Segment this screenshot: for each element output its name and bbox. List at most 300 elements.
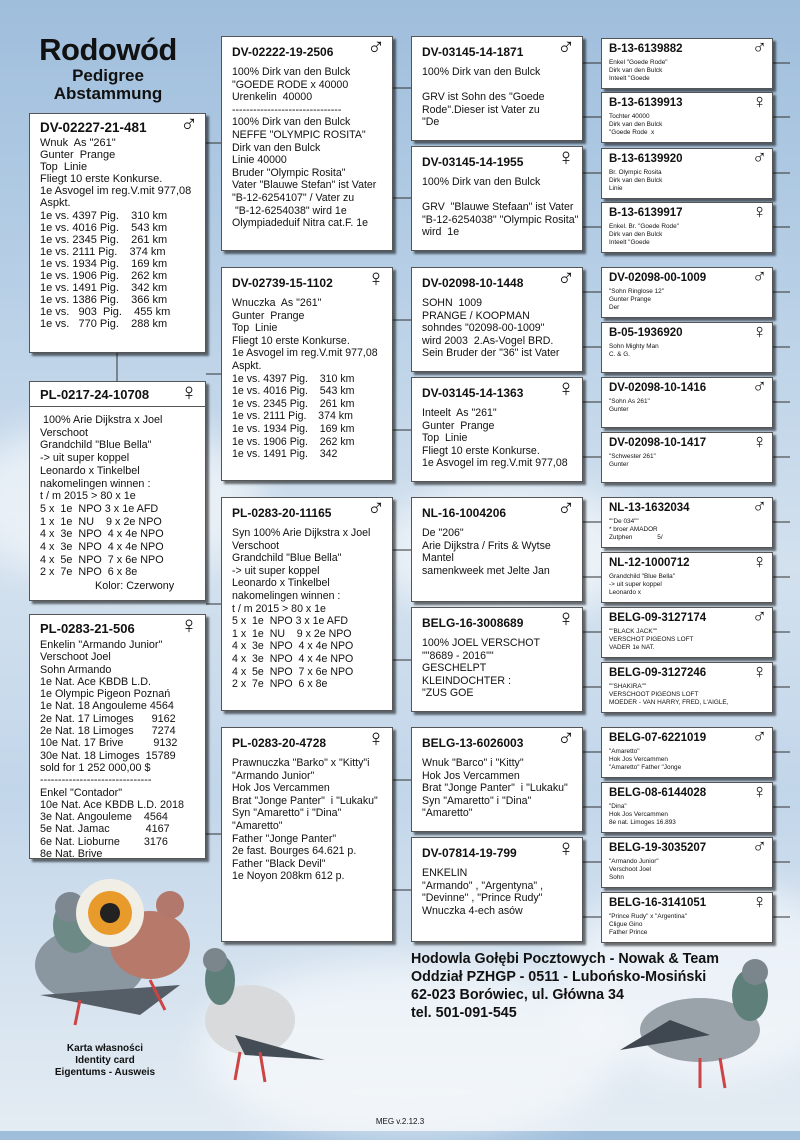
description-line: 1e vs. 4397 Pig. 310 km [232, 372, 355, 385]
bird-description [609, 748, 768, 772]
description-line: "ZUS GOE [422, 687, 474, 700]
pedigree-card[interactable] [221, 267, 393, 481]
female-symbol-icon: ♀ [557, 837, 575, 862]
pedigree-card[interactable] [411, 267, 583, 372]
ring-number: DV-02098-10-1448 [422, 276, 524, 290]
ring-number: BELG-16-3141051 [609, 897, 707, 909]
description-line: 4 x 3e NPO 4 x 4e NPO [40, 528, 164, 541]
male-symbol-icon: ♂ [752, 377, 767, 398]
description-line: Father "Black Devil" [232, 857, 326, 870]
description-line: Cligue Gino [609, 921, 643, 928]
pigeon-photo-left [20, 875, 210, 1035]
bird-description [422, 867, 578, 917]
pedigree-card[interactable] [411, 497, 583, 602]
female-symbol-icon: ♀ [752, 92, 767, 113]
bird-description [609, 223, 768, 247]
description-line: 1e Nat. Ace KBDB L.D. [40, 675, 152, 688]
description-line: 4 x 3e NPO 4 x 4e NPO [232, 652, 354, 665]
bird-description [40, 639, 201, 859]
description-line: "Dina" [609, 803, 627, 810]
description-line: Enkel "Contador" [40, 786, 123, 799]
description-line: "Armando Junior" [232, 769, 315, 782]
description-line: De "206" [422, 527, 464, 539]
pedigree-card[interactable] [601, 892, 773, 943]
card-line-pl: Karta własności [66, 1043, 144, 1054]
male-symbol-icon: ♂ [367, 36, 385, 61]
male-symbol-icon: ♂ [752, 727, 767, 748]
ring-number: PL-0283-20-4728 [232, 736, 327, 750]
description-line: 1e vs. 1386 Pig. 366 km [40, 294, 168, 307]
description-line: Hok Jos Vercammen [232, 782, 330, 795]
female-symbol-icon: ♀ [367, 727, 385, 752]
description-line: 100% Dirk van den Bulck [422, 176, 541, 188]
description-line: 8e nat. Limoges 16.893 [609, 819, 676, 826]
description-line: Top Linie [40, 161, 88, 174]
description-line: VERSCHOT PIGEONS LOFT [609, 636, 694, 643]
description-line: Inteelt "Goede [609, 239, 650, 246]
description-line: samenkweek met Jelte Jan [422, 564, 550, 577]
description-line: Gunter Prange [609, 296, 651, 303]
description-line: 1e vs. 2345 Pig. 261 km [40, 233, 168, 246]
bird-description [609, 343, 768, 359]
description-line: Grandchild "Blue Bella" [232, 552, 342, 565]
male-symbol-icon: ♂ [752, 38, 767, 59]
description-line: 5e Nat. Jamac 4167 [40, 823, 170, 836]
male-symbol-icon: ♂ [557, 36, 575, 61]
description-line: Hok Jos Vercammen [422, 769, 520, 782]
description-line: Bruder "Olympic Rosita" [232, 166, 346, 179]
description-line: -> uit super koppel [609, 581, 662, 588]
description-line: Dirk van den Bulck [232, 141, 321, 154]
pedigree-card[interactable] [411, 146, 583, 251]
ring-number: BELG-09-3127246 [609, 667, 707, 679]
bird-description [232, 527, 388, 691]
description-line: VERSCHOOT PIGEONS LOFT [609, 691, 699, 698]
description-line: Wnuk As "261" [40, 137, 116, 149]
female-symbol-icon: ♀ [557, 377, 575, 402]
ring-number: NL-12-1000712 [609, 557, 690, 569]
male-symbol-icon: ♂ [752, 607, 767, 628]
bird-description [609, 398, 768, 414]
description-line: 1e vs. 770 Pig. 288 km [40, 318, 168, 331]
description-line: 4 x 3e NPO 4 x 4e NPO [232, 640, 354, 653]
description-line: Syn "Amaretto" i "Dina" [232, 807, 342, 820]
pedigree-card[interactable] [601, 377, 773, 428]
description-line: Der [609, 304, 620, 311]
pedigree-card[interactable] [411, 607, 583, 712]
bird-description [609, 803, 768, 827]
bird-description [609, 683, 768, 707]
female-symbol-icon: ♀ [180, 614, 198, 639]
description-line: Syn 100% Arie Dijkstra x Joel [232, 527, 371, 539]
breeder-address: 62-023 Borówiec, ul. Główna 34 [411, 987, 624, 1003]
breeder-branch: Oddział PZHGP - 0511 - Lubońsko-Mosiński [411, 969, 707, 985]
description-line: Enkelin "Armando Junior" [40, 639, 163, 651]
ring-number: BELG-13-6026003 [422, 736, 524, 750]
description-line: 100% Dirk van den Bulck [232, 66, 351, 78]
ring-number: PL-0283-20-11165 [232, 506, 332, 520]
pedigree-card[interactable] [221, 36, 393, 251]
description-line: 1e vs. 1491 Pig. 342 [232, 448, 338, 461]
ring-number: DV-02098-10-1417 [609, 437, 707, 449]
description-line: "GOEDE RODE x 40000 [232, 78, 349, 91]
description-line: 4 x 5e NPO 7 x 6e NPO [40, 553, 164, 566]
pedigree-card[interactable] [601, 267, 773, 318]
description-line: 1e vs. 1906 Pig. 262 km [40, 270, 168, 283]
pedigree-card[interactable] [601, 148, 773, 199]
bird-description [422, 637, 578, 700]
pedigree-card[interactable] [601, 662, 773, 713]
description-line: Grandchild "Blue Bella" [609, 573, 675, 580]
description-line: t / m 2015 > 80 x 1e [40, 490, 136, 503]
female-symbol-icon: ♀ [752, 782, 767, 803]
description-line: 1e Olympic Pigeon Poznań [40, 688, 171, 701]
bird-description [609, 169, 768, 193]
ring-number: B-13-6139917 [609, 207, 683, 219]
description-line: 1e Asvogel im reg.V.mit 977,08 [40, 185, 192, 198]
description-line: Verschoot Joel [609, 866, 651, 873]
description-line: ""BLACK JACK"" [609, 628, 658, 635]
description-line: 1e vs. 1934 Pig. 169 km [232, 422, 355, 435]
description-line: Father Prince [609, 929, 648, 936]
female-symbol-icon: ♀ [752, 322, 767, 343]
bird-description [422, 297, 578, 360]
ring-number: DV-03145-14-1955 [422, 155, 524, 169]
breeder-info [411, 950, 719, 1022]
description-line: GESCHELPT [422, 662, 487, 675]
description-line: ENKELIN [422, 867, 468, 879]
description-line: ""De 034"" [609, 518, 639, 525]
bird-description [40, 414, 201, 579]
description-line: 2 x 7e NPO 6 x 8e [232, 678, 328, 691]
description-line: -> uit super koppel [40, 452, 130, 465]
ring-number: DV-03145-14-1871 [422, 45, 524, 59]
description-line: Gunter [609, 461, 629, 468]
description-line: Sein Bruder der "36" ist Vater [422, 347, 560, 360]
pedigree-card[interactable] [29, 614, 206, 859]
description-line: "Amaretto" [609, 748, 640, 755]
description-line: Vater "Blauwe Stefan" ist Vater [232, 179, 377, 192]
description-line: Verschoot [232, 539, 280, 552]
female-symbol-icon: ♀ [752, 552, 767, 573]
description-line: Dirk van den Bulck [609, 67, 663, 74]
male-symbol-icon: ♂ [180, 113, 198, 138]
description-line: 1e Asvogel im reg.V.mit 977,08 [232, 347, 378, 360]
description-line: "B-12-6254038" "Olympic Rosita" [422, 213, 579, 226]
description-line: Enkel "Goede Rode" [609, 59, 668, 66]
description-line: 1 x 1e NU 9 x 2e NPO [40, 515, 162, 528]
pedigree-card[interactable] [29, 381, 206, 601]
description-line: 1e vs. 1934 Pig. 169 km [40, 257, 168, 270]
description-line: VADER 1e NAT. [609, 644, 655, 651]
female-symbol-icon: ♀ [752, 892, 767, 913]
pedigree-card[interactable] [411, 727, 583, 832]
description-line: wird 1e [422, 226, 460, 239]
description-line: 2e Nat. 17 Limoges 9162 [40, 712, 176, 725]
description-line: Dirk van den Bulck [609, 121, 663, 128]
description-line: 1e vs. 903 Pig. 455 km [40, 306, 171, 319]
male-symbol-icon: ♂ [557, 727, 575, 752]
description-line: 1e Asvogel im reg.V.mit 977,08 [422, 457, 568, 470]
pedigree-card[interactable] [601, 38, 773, 89]
description-line: t / m 2015 > 80 x 1e [232, 602, 326, 615]
female-symbol-icon: ♀ [752, 662, 767, 683]
bird-description [232, 757, 388, 883]
bird-description [609, 113, 768, 137]
female-symbol-icon: ♀ [180, 381, 198, 406]
description-line: Fliegt 10 erste Konkurse. [422, 444, 540, 457]
bird-description [609, 453, 768, 469]
description-line: sold for 1 252 000,00 $ [40, 761, 151, 774]
description-line: 1 x 1e NU 9 x 2e NPO [232, 627, 352, 640]
pedigree-card[interactable] [411, 377, 583, 482]
description-line: 10e Nat. 17 Brive 9132 [40, 737, 178, 750]
bird-description [609, 858, 768, 882]
identity-card-label [40, 1043, 170, 1079]
description-line: Fliegt 10 erste Konkurse. [40, 173, 163, 186]
description-line: "Sohn Ringlose 12" [609, 288, 664, 295]
female-symbol-icon: ♀ [752, 432, 767, 453]
pedigree-card[interactable] [601, 727, 773, 778]
bird-description [422, 176, 578, 239]
description-line: 1e vs. 1491 Pig. 342 km [40, 282, 168, 295]
description-line: "B-12-6254107" / Vater zu [232, 191, 355, 204]
description-line: Prawnuczka "Barko" x "Kitty"i [232, 757, 370, 769]
description-line: GRV ist Sohn des "Goede [422, 91, 545, 104]
description-line: GRV "Blauwe Stefaan" ist Vater [422, 201, 574, 214]
description-line: "Armando" , "Argentyna" , [422, 879, 544, 892]
description-line: Leonardo x [609, 589, 641, 596]
bird-description [422, 527, 578, 577]
description-line: 1e Noyon 208km 612 p. [232, 870, 345, 883]
description-line: Verschoot [40, 426, 89, 439]
bird-description [609, 573, 768, 597]
description-line: ""8689 - 2016"" [422, 649, 494, 662]
description-line: "B-12-6254038" wird 1e [232, 204, 347, 217]
description-line: 1e Nat. 18 Angouleme 4564 [40, 700, 174, 713]
description-line: Inteelt As "261" [422, 407, 497, 419]
pigeon-photo-center [185, 940, 335, 1090]
ring-number: B-13-6139913 [609, 97, 683, 109]
description-line: KLEINDOCHTER : [422, 674, 511, 687]
description-line: 2e fast. Bourges 64.621 p. [232, 845, 357, 858]
description-line: Enkel. Br. "Goede Rode" [609, 223, 679, 230]
description-line: Inteelt "Goede [609, 75, 650, 82]
description-line: Olympiadeduif Nitra cat.F. 1e [232, 217, 369, 230]
pedigree-card[interactable] [601, 92, 773, 143]
description-line: Br. Olympic Rosita [609, 169, 662, 176]
description-line: "De [422, 116, 440, 129]
pedigree-card[interactable] [601, 432, 773, 483]
description-line: 10e Nat. Ace KBDB L.D. 2018 [40, 798, 185, 811]
description-line: Wnuczka 4-ech asów [422, 904, 523, 917]
description-line: "Goede Rode x [609, 129, 655, 136]
female-symbol-icon: ♀ [367, 267, 385, 292]
pedigree-card[interactable] [601, 782, 773, 833]
description-line: Father "Jonge Panter" [232, 832, 337, 845]
description-line: 1e vs. 1906 Pig. 262 km [232, 435, 355, 448]
description-line: * broer AMADOR [609, 526, 658, 533]
description-line: ------------------------------- [40, 774, 152, 787]
description-line: Leonardo x Tinkelbel [40, 464, 140, 477]
male-symbol-icon: ♂ [557, 267, 575, 292]
description-line: Gunter Prange [40, 149, 116, 162]
pedigree-card[interactable] [29, 113, 206, 353]
description-line: Mantel [422, 552, 454, 565]
pedigree-card[interactable] [221, 727, 393, 942]
description-line: "Prince Rudy" x "Argentina" [609, 913, 687, 920]
description-line: Fliegt 10 erste Konkurse. [232, 334, 350, 347]
description-line: NEFFE "OLYMPIC ROSITA" [232, 128, 366, 141]
ring-number: NL-13-1632034 [609, 502, 690, 514]
description-line: Dirk van den Bulck [609, 231, 663, 238]
male-symbol-icon: ♂ [752, 837, 767, 858]
description-line: -> uit super koppel [232, 564, 320, 577]
description-line: Linie 40000 [232, 154, 287, 167]
description-line: 1e vs. 2345 Pig. 261 km [232, 397, 355, 410]
ring-number: PL-0217-24-10708 [40, 387, 150, 402]
bird-description [609, 518, 768, 542]
description-line: 6e Nat. Lioburne 3176 [40, 835, 168, 848]
female-symbol-icon: ♀ [557, 607, 575, 632]
bird-description [609, 913, 768, 937]
ring-number: B-13-6139882 [609, 43, 683, 55]
description-line: 5 x 1e NPO 3 x 1e AFD [40, 502, 159, 515]
ring-number: DV-02098-10-1416 [609, 382, 707, 394]
description-line: "Devinne" , "Prince Rudy" [422, 892, 543, 905]
bird-description [232, 297, 388, 461]
description-line: 100% JOEL VERSCHOT [422, 637, 540, 649]
bird-description [609, 59, 768, 83]
pedigree-card[interactable] [601, 202, 773, 253]
description-line: 2e Nat. 18 Limoges 7274 [40, 725, 176, 738]
description-line: 1e vs. 4016 Pig. 543 km [232, 385, 355, 398]
description-line: "Amaretto" Father "Jonge [609, 764, 682, 771]
breeder-phone: tel. 501-091-545 [411, 1005, 517, 1021]
description-line: "Amaretto" [232, 819, 283, 832]
ring-number: BELG-16-3008689 [422, 616, 524, 630]
ring-number: DV-07814-19-799 [422, 846, 517, 860]
description-line: 1e vs. 2111 Pig. 374 km [232, 410, 353, 423]
bird-description [422, 407, 578, 470]
description-line: 2 x 7e NPO 6 x 8e [40, 566, 138, 579]
male-symbol-icon: ♂ [557, 497, 575, 522]
description-line: "Sohn As 261" [609, 398, 650, 405]
bird-description [609, 288, 768, 312]
ring-number: BELG-08-6144028 [609, 787, 707, 799]
description-line: Brat "Jonge Panter" i "Lukaku" [422, 782, 568, 795]
description-line: ------------------------------- [232, 103, 342, 116]
description-line: Sohn Mighty Man [609, 343, 659, 350]
description-line: Arie Dijkstra / Frits & Wytse [422, 539, 551, 552]
description-line [422, 189, 578, 202]
bird-description [232, 66, 388, 230]
breeder-name: Hodowla Gołębi Pocztowych - Nowak & Team [411, 951, 719, 967]
description-line: 100% Arie Dijkstra x Joel [40, 414, 163, 426]
description-line: Gunter [609, 406, 629, 413]
description-line: Tochter 40000 [609, 113, 650, 120]
description-line: SOHN 1009 [422, 297, 483, 309]
ring-number: BELG-09-3127174 [609, 612, 707, 624]
ring-number: DV-02227-21-481 [40, 120, 147, 135]
title-pedigree: Pedigree [72, 66, 144, 85]
ring-number: B-05-1936920 [609, 327, 683, 339]
card-line-en: Identity card [75, 1055, 135, 1066]
description-line: sohndes "02098-00-1009" [422, 322, 545, 335]
description-line: "Amaretto" [422, 807, 473, 820]
description-line: Grandchild "Blue Bella" [40, 439, 152, 452]
description-line: "Armando Junior" [609, 858, 659, 865]
description-line: Zutphen 5/ [609, 534, 663, 541]
male-symbol-icon: ♂ [752, 497, 767, 518]
ring-number: DV-03145-14-1363 [422, 386, 524, 400]
description-line: 5 x 1e NPO 3 x 1e AFD [232, 615, 348, 628]
bird-description [609, 628, 768, 652]
description-line: Brat "Jonge Panter" i "Lukaku" [232, 794, 378, 807]
description-line: Gunter Prange [422, 419, 495, 432]
description-line: 30e Nat. 18 Limoges 15789 [40, 749, 176, 762]
pedigree-card[interactable] [601, 837, 773, 888]
description-line: 100% Dirk van den Bulck [422, 66, 541, 78]
female-symbol-icon: ♀ [557, 146, 575, 171]
description-line: Sohn [609, 874, 624, 881]
male-symbol-icon: ♂ [367, 497, 385, 522]
bird-description [422, 757, 578, 820]
title-main: Rodowód [39, 32, 177, 67]
pedigree-card[interactable] [601, 607, 773, 658]
bird-description [40, 137, 201, 331]
bird-description [422, 66, 578, 129]
pedigree-card[interactable] [411, 837, 583, 942]
description-line: Hok Jos Vercammen [609, 811, 668, 818]
description-line: Gunter Prange [232, 309, 305, 322]
description-line: MOEDER - VAN HARRY, FRED, L'AIGLE, [609, 699, 729, 706]
card-line-de: Eigentums - Ausweis [54, 1067, 156, 1078]
pedigree-card[interactable] [221, 497, 393, 711]
description-line: 1e vs. 4016 Pig. 543 km [40, 221, 168, 234]
ring-number: BELG-19-3035207 [609, 842, 707, 854]
description-line: Wnuk "Barco" i "Kitty" [422, 757, 524, 769]
male-symbol-icon: ♂ [752, 267, 767, 288]
description-line: Urenkelin 40000 [232, 91, 313, 104]
description-line: Syn "Amaretto" i "Dina" [422, 794, 532, 807]
ring-number: NL-16-1004206 [422, 506, 507, 520]
description-line: nakomelingen winnen : [40, 477, 151, 490]
description-line: nakomelingen winnen : [232, 589, 341, 602]
software-version: MEG v.2.12.3 [375, 1117, 425, 1126]
pedigree-card[interactable] [601, 322, 773, 373]
pedigree-card[interactable] [601, 552, 773, 603]
description-line: Linie [609, 185, 623, 192]
color-label: Kolor: Czerwony [95, 580, 175, 592]
description-line: Aspkt. [232, 359, 262, 372]
title-abstammung: Abstammung [53, 84, 163, 103]
description-line: Dirk van den Bulck [609, 177, 663, 184]
description-line: ""SHAKIRA"" [609, 683, 647, 690]
description-line: PRANGE / KOOPMAN [422, 309, 530, 322]
description-line: Verschoot Joel [40, 651, 111, 664]
ring-number: DV-02222-19-2506 [232, 45, 334, 59]
pedigree-card[interactable] [601, 497, 773, 548]
description-line: Wnuczka As "261" [232, 297, 322, 309]
pedigree-card[interactable] [411, 36, 583, 141]
description-line: Top Linie [422, 432, 468, 445]
header-divider [30, 406, 205, 407]
description-line: Rode".Dieser ist Vater zu [422, 103, 540, 116]
ring-number: DV-02739-15-1102 [232, 276, 333, 290]
description-line: 1e vs. 4397 Pig. 310 km [40, 209, 168, 222]
male-symbol-icon: ♂ [752, 148, 767, 169]
